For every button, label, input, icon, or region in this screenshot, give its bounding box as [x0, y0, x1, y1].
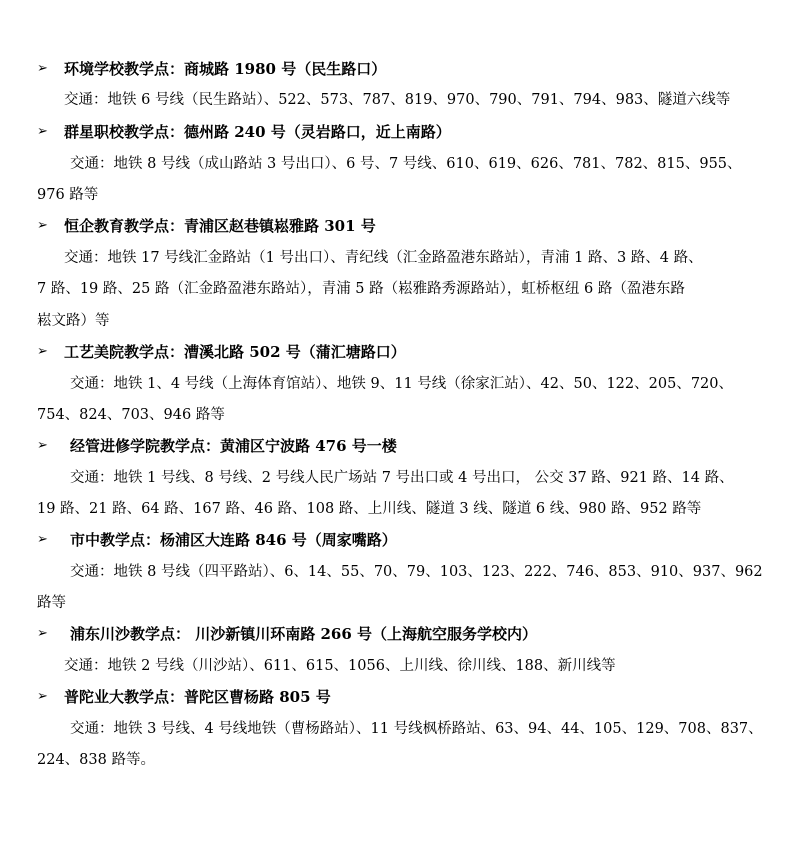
- site-heading-text: 环境学校教学点：商城路 1980 号（民生路口）: [64, 60, 387, 78]
- transport-line: 19 路、21 路、64 路、167 路、46 路、108 路、上川线、隧道 3 线、隧道 6 线、980 路、952 路等: [37, 501, 702, 517]
- transport-line: 7 路、19 路、25 路（汇金路盈港东路站），青浦 5 路（崧雅路秀源路站），虹桥枢纽 6 路（盈港东路: [37, 281, 685, 297]
- bullet-arrow-icon: ➢: [37, 438, 48, 453]
- bullet-arrow-icon: ➢: [37, 61, 48, 76]
- transport-line: 224、838 路等。: [37, 752, 155, 768]
- bullet-arrow-icon: ➢: [37, 532, 48, 547]
- site-heading-text: 群星职校教学点：德州路 240 号（灵岩路口，近上南路）: [64, 123, 451, 141]
- transport-line: 交通：地铁 6 号线（民生路站）、522、573、787、819、970、790、791、794、983、隧道六线等: [64, 92, 731, 108]
- transport-line: 交通：地铁 17 号线汇金路站（1 号出口）、青纪线（汇金路盈港东路站），青浦 1 路、3 路、4 路、: [64, 250, 703, 266]
- transport-line: 976 路等: [37, 187, 99, 203]
- bullet-arrow-icon: ➢: [37, 124, 48, 139]
- transport-line: 交通：地铁 8 号线（四平路站）、6、14、55、70、79、103、123、222、746、853、910、937、962: [70, 564, 763, 580]
- transport-line: 路等: [37, 595, 66, 611]
- bullet-arrow-icon: ➢: [37, 344, 48, 359]
- transport-line: 崧文路）等: [37, 313, 110, 329]
- bullet-arrow-icon: ➢: [37, 689, 48, 704]
- transport-line: 交通：地铁 1、4 号线（上海体育馆站）、地铁 9、11 号线（徐家汇站）、42、50、122、205、720、: [70, 376, 733, 392]
- transport-line: 交通：地铁 2 号线（川沙站）、611、615、1056、上川线、徐川线、188、新川线等: [64, 658, 616, 674]
- site-heading-text: 恒企教育教学点：青浦区赵巷镇崧雅路 301 号: [64, 217, 376, 235]
- bullet-arrow-icon: ➢: [37, 218, 48, 233]
- site-heading-text: 普陀业大教学点：普陀区曹杨路 805 号: [64, 688, 331, 706]
- transport-line: 交通：地铁 8 号线（成山路站 3 号出口）、6 号、7 号线、610、619、626、781、782、815、955、: [70, 156, 742, 172]
- site-heading-text: 工艺美院教学点：漕溪北路 502 号（蒲汇塘路口）: [64, 343, 406, 361]
- transport-line: 754、824、703、946 路等: [37, 407, 225, 423]
- site-heading-text: 市中教学点：杨浦区大连路 846 号（周家嘴路）: [70, 531, 397, 549]
- bullet-arrow-icon: ➢: [37, 626, 48, 641]
- transport-line: 交通：地铁 1 号线、8 号线、2 号线人民广场站 7 号出口或 4 号出口， 公交 37 路、921 路、14 路、: [70, 470, 734, 486]
- site-heading-text: 经管进修学院教学点：黄浦区宁波路 476 号一楼: [70, 437, 397, 455]
- site-heading-text: 浦东川沙教学点： 川沙新镇川环南路 266 号（上海航空服务学校内）: [70, 625, 537, 643]
- transport-line: 交通：地铁 3 号线、4 号线地铁（曹杨路站）、11 号线枫桥路站、63、94、44、105、129、708、837、: [70, 721, 763, 737]
